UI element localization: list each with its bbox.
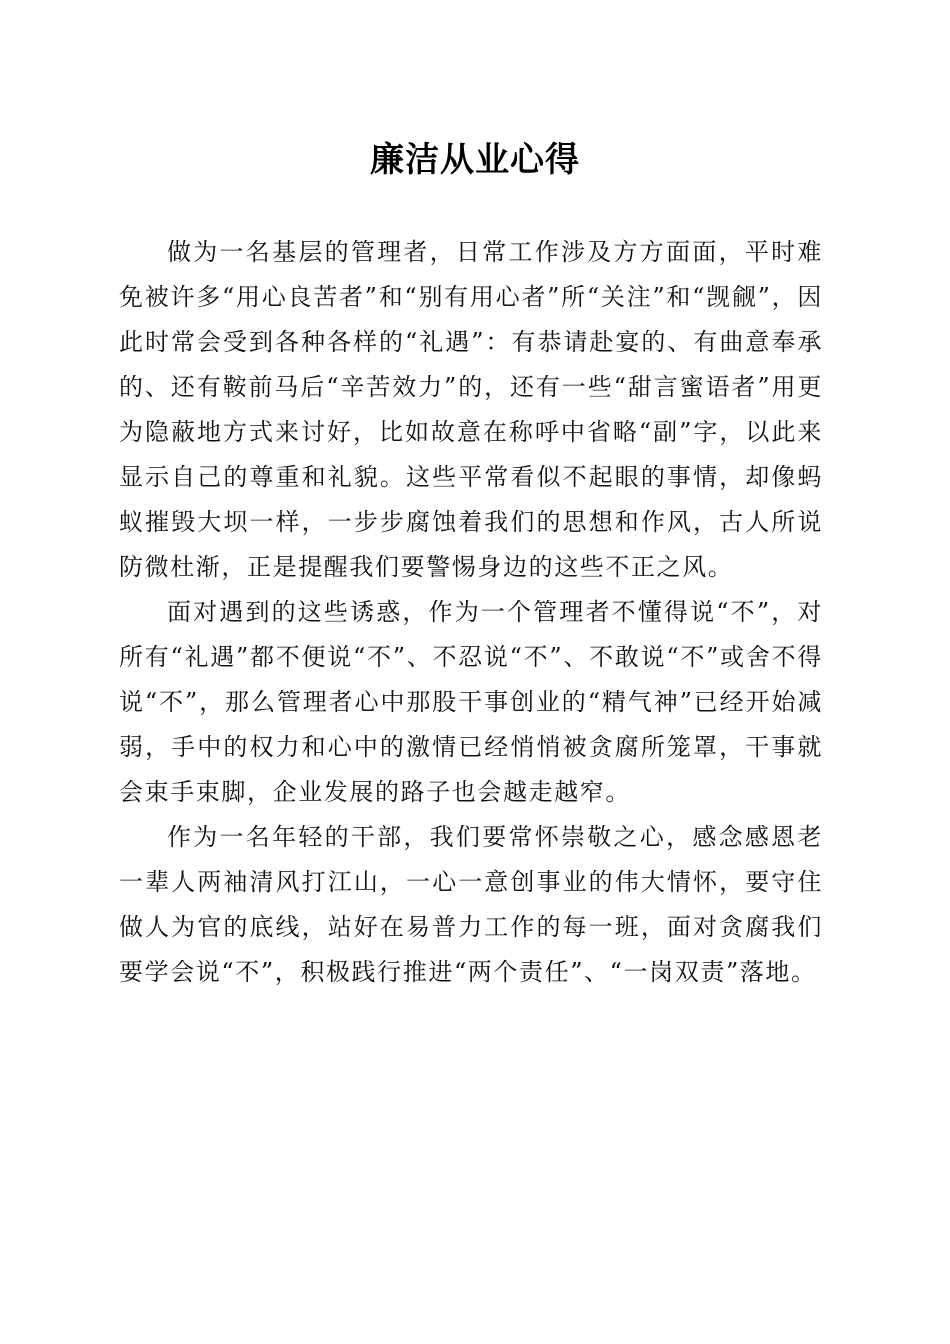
document-title: 廉洁从业心得 — [370, 140, 580, 180]
paragraph-1: 做为一名基层的管理者，日常工作涉及方方面面，平时难免被许多“用心良苦者”和“别有用心者”所“关注”和“觊觎”，因此时常会受到各种各样的“礼遇”：有恭请赴宴的、有曲意奉承的、还有鞍前马后“辛苦效力”的，还有一些“甜言蜜语者”用更为隐蔽地方式来讨好，比如故意在称呼中省略“副”字，以此来显示自己的尊重和礼貌。这些平常看似不起眼的事情，却像蚂蚁摧毁大坝一样，一步步腐蚀着我们的思想和作风，古人所说防微杜渐，正是提醒我们要警惕身边的这些不正之风。 — [119, 238, 823, 581]
paragraph-3: 作为一名年轻的干部，我们要常怀崇敬之心，感念感恩老一辈人两袖清风打江山，一心一意创事业的伟大情怀，要守住做人为官的底线，站好在易普力工作的每一班，面对贪腐我们要学会说“不”，积极践行推进“两个责任”、“一岗双责”落地。 — [119, 823, 823, 986]
paragraph-2: 面对遇到的这些诱惑，作为一个管理者不懂得说“不”，对所有“礼遇”都不便说“不”、不忍说“不”、不敢说“不”或舍不得说“不”，那么管理者心中那股干事创业的“精气神”已经开始减弱，手中的权力和心中的激情已经悄悄被贪腐所笼罩，干事就会束手束脚，企业发展的路子也会越走越窄。 — [119, 598, 823, 806]
document-body — [119, 230, 823, 995]
